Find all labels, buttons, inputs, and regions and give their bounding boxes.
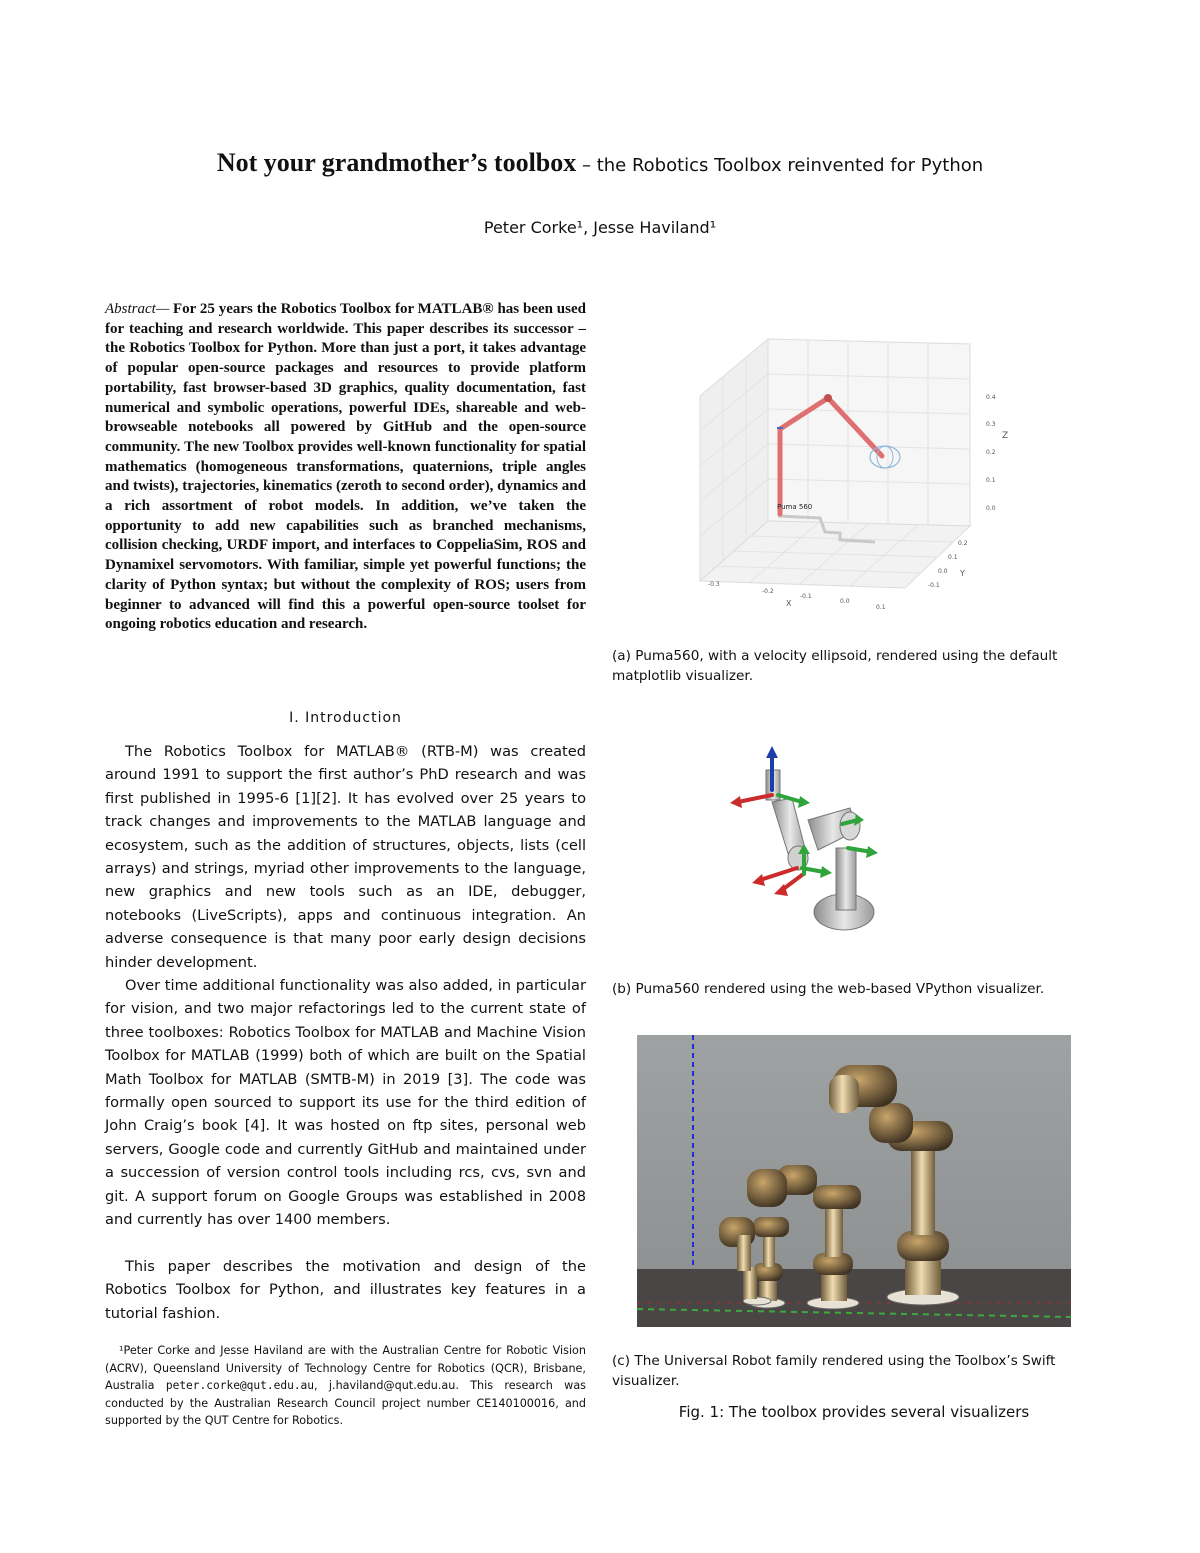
footnote-text-end: , j.haviland@qut.edu.au. This research was conducted by the Australian Research Council project number CE140100016, and supported by the QUT Centre for Robotics.: [105, 1379, 587, 1428]
z-axis-label: Z: [1002, 431, 1009, 441]
footnote-email: peter.corke@qut.edu.au: [165, 1379, 315, 1393]
y-axis-label: Y: [960, 569, 965, 578]
z-tick: 0.3: [986, 421, 996, 428]
y-tick: 0.0: [938, 568, 948, 575]
x-tick: -0.1: [800, 593, 812, 600]
footnote-text: ¹Peter Corke and Jesse Haviland are with the Australian Centre for Robotic Vision (ACRV), Queensland University of Technology Centre for Robotics (QCR), Brisbane, Australia: [105, 1344, 586, 1393]
z-tick: 0.4: [986, 394, 996, 401]
figure-a-matplotlib-plot: [690, 326, 1030, 616]
intro-paragraph-1: The Robotics Toolbox for MATLAB® (RTB-M) was created around 1991 to support the first author’s PhD research and was first published in 1995-6 [1][2]. It has evolved over 25 years to track changes and improvements to the MATLAB language and ecosystem, such as the addition of structures, objects, lists (cell arrays) and strings, myriad other improvements to the language, new graphics and new tools such as an IDE, debugger, notebooks (LiveScripts), apps and continuous integration. An adverse consequence is that many poor early design decisions hinder development.: [105, 743, 586, 971]
section-heading: I. Introduction: [289, 710, 402, 726]
z-tick: 0.1: [986, 477, 996, 484]
caption-c: (c) The Universal Robot family rendered using the Toolbox’s Swift visualizer.: [612, 1353, 1056, 1389]
figure-caption: Fig. 1: The toolbox provides several visualizers: [678, 1403, 1030, 1421]
y-tick: 0.1: [948, 554, 958, 561]
abstract-body: For 25 years the Robotics Toolbox for MATLAB® has been used for teaching and research worldwide. This paper describes its successor – the Robotics Toolbox for Python. More than just a port, it takes advantage of popular open-source packages and resources to provide platform portability, fast browser-based 3D graphics, quality documentation, fast numerical and symbolic operations, powerful IDEs, shareable and web-browseable notebooks all powered by GitHub and the open-source community. The new Toolbox provides well-known functionality for spatial mathematics (homogeneous transformations, quaternions, triple angles and twists), trajectories, kinematics (zeroth to second order), dynamics and a rich assortment of robot models. In addition, we’ve taken the opportunity to add new capabilities such as branched mechanisms, collision checking, URDF import, and interfaces to CoppeliaSim, ROS and Dynamixel servomotors. With familiar, simple yet powerful functions; the clarity of Python syntax; but without the complexity of ROS; users from beginner to advanced will find this a powerful open-source toolset for ongoing robotics education and research.: [105, 301, 586, 633]
figure-b-vpython-render: [722, 740, 892, 940]
x-tick: -0.2: [762, 588, 774, 595]
z-tick: 0.2: [986, 449, 996, 456]
x-tick: -0.3: [708, 581, 720, 588]
caption-b: (b) Puma560 rendered using the web-based VPython visualizer.: [612, 981, 1045, 997]
title-subtitle: – the Robotics Toolbox reinvented for Python: [576, 155, 984, 176]
y-tick: -0.1: [928, 582, 940, 589]
title-main: Not your grandmother’s toolbox: [216, 148, 577, 177]
intro-paragraph-3: This paper describes the motivation and design of the Robotics Toolbox for Python, and illustrates key features in a tutorial fashion.: [105, 1258, 586, 1322]
caption-a: (a) Puma560, with a velocity ellipsoid, rendered using the default matplotlib visualizer.: [612, 648, 1058, 684]
paper-title: [0, 148, 1200, 178]
z-tick: 0.0: [986, 505, 996, 512]
abstract-lead: Abstract—: [105, 301, 170, 317]
figure-c-swift-render: [637, 1035, 1071, 1327]
x-axis-label: X: [786, 599, 792, 608]
robot-label: Puma 560: [777, 503, 813, 511]
footnote: [105, 1342, 586, 1430]
x-tick: 0.1: [876, 604, 886, 611]
author-list: Peter Corke¹, Jesse Haviland¹: [483, 218, 717, 237]
intro-paragraph-2: Over time additional functionality was also added, in particular for vision, and two major refactorings led to the current state of three toolboxes: Robotics Toolbox for MATLAB and Machine Vision Toolbox for MATLAB (1999) both of which are built on the Spatial Math Toolbox for MATLAB (SMTB-M) in 2019 [3]. The code was formally open sourced to support its use for the third edition of John Craig’s book [4]. It was hosted on ftp sites, personal web servers, Google code and currently GitHub and maintained under a succession of version control tools including rcs, cvs, svn and git. A support forum on Google Groups was established in 2008 and currently has over 1400 members.: [105, 977, 586, 1229]
abstract: [105, 300, 586, 635]
x-tick: 0.0: [840, 598, 850, 605]
y-tick: 0.2: [958, 540, 968, 547]
